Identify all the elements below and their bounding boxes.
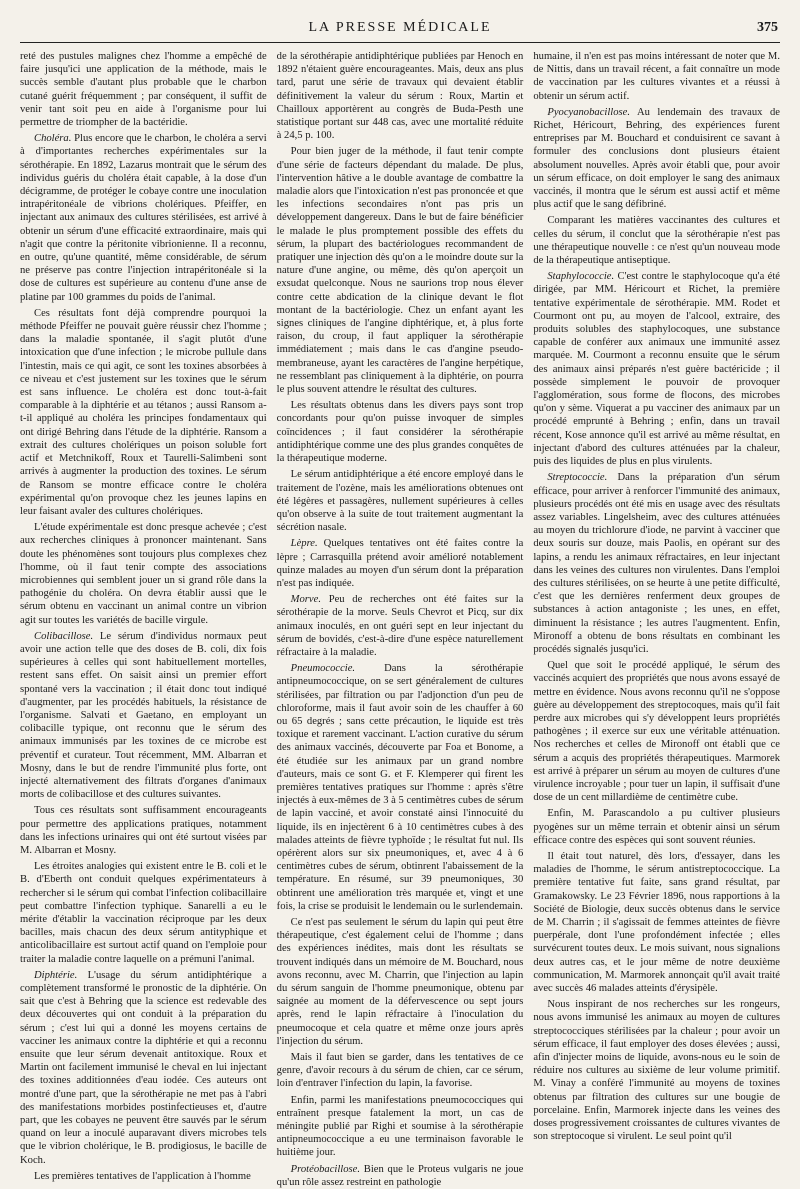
paragraph bbox=[277, 662, 524, 913]
paragraph bbox=[277, 1051, 524, 1091]
paragraph bbox=[277, 537, 524, 590]
paragraph bbox=[533, 807, 780, 847]
paragraph bbox=[20, 804, 267, 857]
paragraph bbox=[533, 214, 780, 267]
paragraph bbox=[277, 1163, 524, 1189]
paragraph bbox=[533, 850, 780, 995]
section-heading: Diphtérie. bbox=[34, 969, 78, 981]
paragraph-text: Plus encore que le charbon, le choléra a servi à d'importantes recherches expérimentales sur la sérothérapie. En 1892, Lazarus montrait que le sérum des individus guéris du choléra était capable, à la dose d'un décigramme, de protéger le cobaye contre une inoculation intrapéritonéale de vibrions cholériques. Pfeiffer, en injectant aux animaux des cultures stérilisées, est arrivé à obtenir un sérum d'une efficacité extraordinaire, mais qui n'agit que contre la péritonite vibrionienne. Il a reconnu, en outre, qu'une quantité, même considérable, de sérum ne préserve pas contre l'injection intrapéritonéale si la dose de cultures est supérieure au contenu d'une anse de platine par 100 grammes du poids de l'animal. bbox=[20, 133, 267, 303]
paragraph-text: Dans la sérothérapie antipneumococcique, on se sert généralement de cultures stérilisées, par filtration ou par l'adjonction d'un peu de chloroforme, mais il faut avoir soin de les chauffer à 60 ou 65 degrés ; sans cette précaution, le liquide est très toxique et rarement vaccinant. L'action curative du sérum des animaux vaccinés, découverte par Foa et Bonome, a été étudiée sur les animaux par un grand nombre d'auteurs, mais ce sont G. et F. Klemperer qui firent les premières tentatives pratiques sur l'homme : après s'être injectés à eux-mêmes de 3 à 5 centimètres cubes de sérum de lapin vacciné, et avoir constaté ainsi l'innocuité du liquide, ils en injectèrent 6 à 10 centimètres cubes à des malades atteints de fièvre typhoïde ; le résultat fut nul. Ils opérèrent alors sur six pneumoniques, et, avec 4 à 6 centimètres cubes de sérum, obtinrent l'abaissement de la température. En résumé, sur 39 pneumoniques, 30 obtinrent une amélioration très marquée et, vingt et une fois, la crise se produisit le lendemain ou le surlendemain. bbox=[276, 663, 524, 912]
paragraph bbox=[533, 659, 780, 804]
paragraph-text: Bien que le Proteus vulgaris ne joue qu'un rôle assez restreint en pathologie bbox=[276, 1163, 524, 1188]
paragraph-text: Pour bien juger de la méthode, il faut tenir compte d'une série de facteurs dépendant du malade. De plus, l'intervention hâtive a le double avantage de combattre la maladie alors que l'intoxication n'est pas prononcée et que les infections secondaires n'ont pas pris un développement dangereux. Dans le but de faire bénéficier le malade le plus promptement possible des effets du sérum, la plupart des bactériologues recommandent de pratiquer une injection dès qu'on a le moindre doute sur la nature d'une angine, ou même, dès qu'on aperçoit un exsudat quelconque. Nous ne saurions trop nous élever contre cette abdication de la clinique devant le flot montant de la bactériologie. Chez un enfant ayant les signes cliniques de l'angine diphtérique, et, à plus forte raison, du croup, il faut appliquer la sérothérapie immédiatement ; mais dans le cas d'angine pseudo-membraneuse, ayant les caractères de l'angine herpétique, ne ressemblant pas cliniquement à la diphtérie, on pourra le plus souvent attendre le résultat des cultures. bbox=[276, 146, 524, 396]
paragraph-text: Ce n'est pas seulement le sérum du lapin qui peut être thérapeutique, c'est également celui de l'homme ; dans des expériences inédites, mais dont les résultats se trouvent indiqués dans un mémoire de M. Bouchard, nous avons reconnu, avec M. Charrin, que l'injection au lapin du sérum sanguin de l'homme pneumonique, obtenu par saignée au moment de la défervescence ou sept jours après, rend le lapin réfractaire à l'inoculation du pneumocoque et cela quatre et même onze jours après l'injection du sérum. bbox=[276, 917, 524, 1047]
paragraph-text: humaine, il n'en est pas moins intéressant de noter que M. de Nittis, dans un travail récent, a fait connaître un mode de vaccination par les cultures vivantes et a réussi à obtenir un sérum actif. bbox=[533, 51, 781, 102]
paragraph bbox=[277, 145, 524, 396]
paragraph-text: Les résultats obtenus dans les divers pays sont trop concordants pour qu'on puisse invoquer de simples coïncidences ; il faut considérer la sérothérapie antidiphtérique comme une des plus grandes conquêtes de la thérapeutique moderne. bbox=[276, 400, 524, 465]
text-column-right bbox=[533, 50, 781, 1143]
paragraph bbox=[20, 969, 267, 1167]
paragraph bbox=[20, 132, 267, 304]
paragraph-text: C'est contre le staphylocoque qu'a été dirigée, par MM. Héricourt et Richet, la première tentative expérimentale de sérothérapie. MM. Rodet et Courmont ont pu, au moyen de l'alcool, extraire, des produits solubles des staphylocoques, une substance capable de conférer aux animaux une immunité assez marquée. M. Courmont a reconnu ensuite que le sérum des animaux ainsi préparés n'est guère bactéricide ; il possède simplement le pouvoir de provoquer l'agglomération, sous forme de flocons, des microbes qu'on y sème. Viquerat a pu vacciner des animaux par un procédé emprunté à Behring ; enfin, dans un travail récent, Kose annonce qu'il est arrivé au même résultat, en injectant d'abord des cultures atténuées par la chaleur, puis des liquides de plus en plus virulents. bbox=[533, 271, 781, 468]
paragraph-text: Enfin, parmi les manifestations pneumococciques qui entraînent presque fatalement la mort, un cas de méningite publié par Righi et soumise à la sérothérapie antipneumococcique a eu une terminaison favorable le huitième jour. bbox=[276, 1094, 524, 1159]
paragraph-text: Le sérum antidiphtérique a été encore employé dans le traitement de l'ozène, mais les améliorations obtenues ont été légères et passagères, nullement supérieures à celles qu'on observe à la suite de tout traitement augmentant la sécrétion nasale. bbox=[276, 469, 524, 534]
paragraph bbox=[277, 593, 524, 659]
paragraph bbox=[20, 307, 267, 518]
paragraph bbox=[20, 860, 267, 966]
paragraph-text: Le sérum d'individus normaux peut avoir une action telle que des doses de B. coli, dix fois supérieures à celles qui sont habituellement mortelles, restent sans effet. On saisit ainsi un premier effort spontané vers la vaccination ; il était donc tout indiqué d'augmenter, par les procédés habituels, la résistance de l'organisme. Salvati et Gaetano, en employant un colibacille typique, ont reconnu que le sérum des animaux immunisés par les toxines de ce microbe est préventif et curateur. Tout récemment, MM. Albarran et Mosny, dans le but de rendre l'immunité plus forte, ont injecté alternativement des filtrats d'organes d'animaux morts de colibacillose et des cultures suivantes. bbox=[20, 630, 267, 801]
paragraph bbox=[277, 468, 524, 534]
section-heading: Streptococcie. bbox=[547, 472, 608, 484]
journal-title: LA PRESSE MÉDICALE bbox=[308, 20, 492, 35]
paragraph-text: Comparant les matières vaccinantes des cultures et celles du sérum, il conclut que la sérothérapie n'est pas une thérapeutique nouvelle : ce n'est qu'un nouveau mode de la thérapeutique antiseptique. bbox=[533, 215, 781, 267]
section-heading: Colibacillose. bbox=[34, 630, 94, 642]
header-rule bbox=[20, 42, 780, 43]
paragraph-text: Quel que soit le procédé appliqué, le sérum des vaccinés acquiert des propriétés que nous avons essayé de mettre en évidence. Nous avons reconnu qu'il ne s'oppose guère au développement des streptocoques, mais qu'il fait perdre aux microbes qui s'y développent leurs propriétés pathogènes ; il exerce sur eux une véritable atténuation. Nos recherches et celles de Mironoff ont établi que ce sérum a acquis des propriétés thérapeutiques. Marmorek est arrivé à préparer un sérum au moyen de cultures d'une virulence incroyable ; pour tuer un lapin, il suffisait d'une dose de un cent millardième de centimètre cube. bbox=[533, 660, 781, 804]
paragraph-text: reté des pustules malignes chez l'homme a empêché de faire jusqu'ici une application de la méthode, mais le succès semble d'autant plus probable que le charbon cutané guérit fréquemment ; par conséquent, il suffit de venir tant soit peu en aide à l'organisme pour lui permettre de triompher de la bactéridie. bbox=[20, 51, 267, 129]
text-column-left bbox=[20, 50, 267, 1182]
paragraph-text: Quelques tentatives ont été faites contre la lèpre ; Carrasquilla prétend avoir amélioré notablement quinze malades au moyen d'un sérum dont la préparation n'est pas indiquée. bbox=[276, 538, 524, 589]
paragraph bbox=[20, 521, 267, 627]
section-heading: Choléra. bbox=[34, 133, 72, 145]
paragraph-text: Les premières tentatives de l'application à l'homme bbox=[34, 1170, 251, 1182]
paragraph bbox=[533, 998, 780, 1143]
section-heading: Lèpre. bbox=[290, 538, 318, 550]
paragraph-text: Dans la préparation d'un sérum efficace, pour arriver à renforcer l'immunité des animaux, plusieurs procédés ont été mis en usage avec des résultats assez variables. Lingelsheim, avec des cultures atténuées au moyen du trichlorure d'iode, ne parvint à vacciner que deux souris sur douze, mais Paolis, en opérant sur des lapins, a rendu les animaux réfractaires, en leur injectant dans les veines des cultures non virulentes. Dans l'emploi des cultures stérilisées, on se heurte à une petite difficulté, c'est que les dernières renferment deux groupes de substances à action antagoniste ; les unes, en effet, diminuent la résistance ; les autres l'augmentent. Enfin, Mironoff a obtenu de bons résultats en combinant les procédés signalés jusqu'ici. bbox=[533, 472, 781, 655]
section-heading: Pyocyanobacillose. bbox=[547, 106, 631, 118]
paragraph-text: L'usage du sérum antidiphtérique a complètement transformé le pronostic de la diphtérie. On sait que c'est à Behring que la science est redevable des deux découvertes qui ont conduit à la préparation du sérum ; c'est lui qui a donné les moyens certains de vacciner les animaux contre la diphtérie et qui a reconnu ensuite que leur sérum devenait antitoxique. Roux et Martin ont facilement immunisé le cheval en lui injectant des toxines additionnées d'eau iodée. Ces auteurs ont montré d'une part, que la sérothérapie ne met pas à l'abri des manifestations morbides postinfectieuses et, d'autre part, que les cobayes ne peuvent être sauvés par le sérum quand on leur a inoculé auparavant divers microbes tels que le vibrion cholérique, le B. prodigiosus, le bacille de Koch. bbox=[20, 969, 267, 1166]
paragraph-text: Nous inspirant de nos recherches sur les rongeurs, nous avons immunisé les animaux au moyen de cultures streptococciques stérilisées par la chaleur ; pour avoir un sérum efficace, il faut employer des doses élevées ; aussi, afin d'injecter moins de liquide, avons-nous eu le soin de réduire nos cultures au sixième de leur volume primitif. M. Vinay a conféré l'immunité au moyens de toxines obtenus par filtration des cultures sur une bougie de porcelaine. Enfin, Marmorek injecte dans les veines des doses progressivement croissantes de cultures vivantes de son streptocoque si virulent. Le seul point qu'il bbox=[533, 999, 781, 1143]
paragraph bbox=[277, 916, 524, 1048]
paragraph-text: Ces résultats font déjà comprendre pourquoi la méthode Pfeiffer ne pouvait guère réussir chez l'homme ; dans la maladie spontanée, il s'agit plutôt d'une intoxication que d'une infection ; le microbe pullule dans l'intestin, mais ce qui agit, ce sont les toxines absorbées à ce niveau et c'est justement sur les toxines que le sérum est sans influence. Le choléra est donc tout-à-fait comparable à la diphtérie et au tétanos ; aussi Ransom a-t-il appliqué au choléra les principes fondamentaux qui ont dirigé Behring dans l'étude de la diphtérie. Ransom a extrait des cultures cholériques un poison soluble fort actif et Metchnikoff, Roux et Taurelli-Salimbeni sont arrivés à augmenter la production des toxines. Le sérum de Ransom se montre efficace contre le choléra expérimental qu'on provoque chez les jeunes lapins en leur faisant avaler des cultures cholériques. bbox=[20, 307, 267, 517]
paragraph bbox=[533, 270, 780, 468]
paragraph-text: Enfin, M. Parascandolo a pu cultiver plusieurs pyogènes sur un même terrain et obtenir ainsi un sérum efficace contre des espèces qui sont souvent réunies. bbox=[533, 808, 781, 846]
paragraph-text: L'étude expérimentale est donc presque achevée ; c'est aux recherches cliniques à prononcer maintenant. Sans doute les phénomènes sont toujours plus complexes chez l'homme, où il faut tenir compte des associations microbiennes qui semblent jouer un si grand rôle dans la pathogénie du choléra. On devra établir aussi que le sérum obtenu en vaccinant un animal contre un vibrion agit sur toutes les variétés de bacille virgule. bbox=[20, 522, 267, 626]
text-column-middle bbox=[276, 50, 524, 1188]
paragraph bbox=[20, 1170, 267, 1183]
paragraph bbox=[20, 50, 267, 129]
page-header bbox=[0, 12, 800, 42]
paragraph bbox=[277, 399, 524, 465]
paragraph bbox=[277, 1094, 524, 1160]
paragraph-text: Les étroites analogies qui existent entre le B. coli et le B. d'Eberth ont conduit quelques expérimentateurs à rechercher si le sérum qui combat l'infection colibacillaire peut combattre l'infection typhique. Sanarelli a eu le mérite d'établir la vaccination réciproque par les deux bacilles, mais chacun des deux sérum antityphique et anticolibacillaire est surtout actif quand on l'emploie pour traiter la maladie contre laquelle on a prémuni l'animal. bbox=[20, 861, 267, 965]
paragraph-text: Au lendemain des travaux de Richet, Héricourt, Behring, des expériences furent entreprises par M. Bouchard et conduisirent ce savant à formuler des conclusions dont plusieurs étaient absolument nouvelles. Après avoir établi que, pour avoir un sérum efficace, on doit employer le sang des animaux vaccinés, il montra que le sérum est aussi actif et même plus actif que le sang défibriné. bbox=[533, 106, 781, 211]
paragraph-text: Il était tout naturel, dès lors, d'essayer, dans les maladies de l'homme, le sérum antistreptococcique. La première tentative fut faite, sans grand résultat, par Gramakowsky. Le 23 Février 1896, nous rapportions à la Société de Biologie, deux succès obtenus dans le service de M. Charrin ; il s'agissait de femmes atteintes de fièvre puerpérale, dont l'une profondément infectée ; elles survécurent toutes deux. Le mois suivant, nous signalions deux autres cas, et le jour même de notre deuxième communication, M. Marmorek annonçait qu'il avait traité avec succès 46 malades atteints d'érysipèle. bbox=[533, 850, 781, 995]
paragraph bbox=[277, 50, 524, 142]
paragraph bbox=[20, 630, 267, 802]
paragraph bbox=[533, 50, 780, 103]
paragraph-text: Mais il faut bien se garder, dans les tentatives de ce genre, d'avoir recours à du sérum de chien, car ce sérum, loin d'entraver l'infection du lapin, la favorise. bbox=[276, 1052, 524, 1090]
paragraph bbox=[533, 471, 780, 656]
section-heading: Protéobacillose. bbox=[290, 1163, 361, 1175]
section-heading: Staphylococcie. bbox=[547, 271, 615, 283]
paragraph-text: de la sérothérapie antidiphtérique publiées par Henoch en 1892 n'étaient guère encourageantes. Mais, deux ans plus tard, parut une série de travaux qui devaient établir définitivement la valeur du sérum : Roux, Martin et Chailloux apportèrent au congrès de Buda-Pesth une statistique portant sur 448 cas, avec une mortalité réduite à 24,5 p. 100. bbox=[276, 51, 524, 142]
paragraph bbox=[533, 106, 780, 212]
section-heading: Morve. bbox=[290, 594, 321, 606]
paragraph-text: Peu de recherches ont été faites sur la sérothérapie de la morve. Seuls Chevrot et Picq, sur dix animaux inoculés, en ont guéri sept en leur injectant du sérum de bovidés, c'est-à-dire d'une espèce naturellement réfractaire à la maladie. bbox=[276, 594, 524, 658]
paragraph-text: Tous ces résultats sont suffisamment encourageants pour permettre des applications pratiques, notamment dans les infections urinaires qui ont été surtout visées par M. Albarran et Mosny. bbox=[20, 805, 267, 856]
page-number: 375 bbox=[757, 20, 778, 35]
article-columns bbox=[20, 50, 781, 1188]
section-heading: Pneumococcie. bbox=[290, 663, 356, 675]
